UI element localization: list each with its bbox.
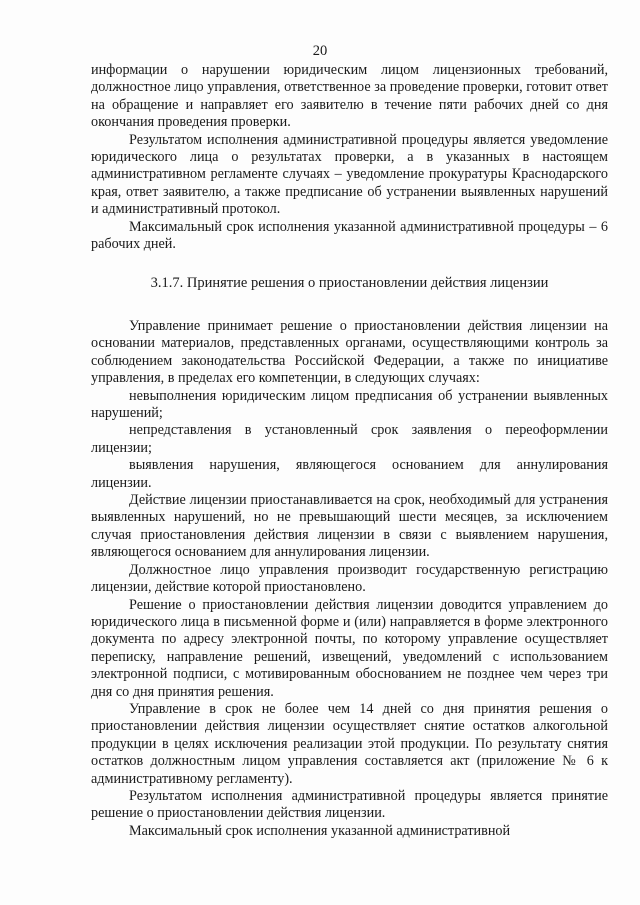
paragraph: информации о нарушении юридическим лицом лицензионных требований, должностное лицо управления, ответственное за проведение проверки, готовит ответ на обращение и направляет его заявителю в течение пяти рабочих дней со дня окончания проведения проверки.: [91, 62, 608, 131]
paragraph: Управление в срок не более чем 14 дней со дня принятия решения о приостановлении действия лицензии осуществляет снятие остатков алкогольной продукции в целях исключения реализации этой продукции. По результату снятия остатков должностным лицом управления составляется акт (приложение № 6 к административному регламенту).: [91, 700, 608, 787]
paragraph: Максимальный срок исполнения указанной административной: [129, 822, 511, 839]
paragraph: Результатом исполнения административной процедуры является уведомление юридического лица о результатах проверки, а в указанных в настоящем административном регламенте случаях – уведомление прокуратуры Краснодарского края, ответ заявителю, а также предписание об устранении выявленных нарушений и административный протокол.: [91, 131, 608, 218]
paragraph: Максимальный срок исполнения указанной административной процедуры – 6 рабочих дней.: [91, 218, 608, 253]
paragraph: Управление принимает решение о приостановлении действия лицензии на основании материалов, представленных органами, осуществляющими контроль за соблюдением законодательства Российской Федерации, а также по инициативе управления, в пределах его компетенции, в следующих случаях:: [91, 318, 608, 387]
list-item: невыполнения юридическим лицом предписания об устранении выявленных нарушений;: [91, 387, 608, 422]
paragraph: Должностное лицо управления производит государственную регистрацию лицензии, действие которой приостановлено.: [91, 561, 608, 596]
section-top: [91, 62, 608, 253]
paragraph: Действие лицензии приостанавливается на срок, необходимый для устранения выявленных нарушений, но не превышающий шести месяцев, за исключением случая приостановления действия лицензии в связи с выявлением нарушения, являющегося основанием для аннулирования лицензии.: [91, 492, 608, 561]
page-number: 20: [312, 43, 328, 59]
list-item: выявления нарушения, являющегося основанием для аннулирования лицензии.: [91, 457, 608, 491]
section-heading: 3.1.7. Принятие решения о приостановлении действия лицензии: [150, 275, 549, 291]
paragraph: Результатом исполнения административной процедуры является принятие решение о приостановлении действия лицензии.: [91, 787, 608, 822]
section-main: [91, 318, 608, 840]
paragraph: Решение о приостановлении действия лицензии доводится управлением до юридического лица в письменной форме и (или) направляется в форме электронного документа по адресу электронной почты, по которому управление осуществляет переписку, направление решений, извещений, уведомлений с использованием электронной подписи, с мотивированным обоснованием не позднее чем через три дня со дня принятия решения.: [91, 596, 608, 700]
list-item: непредставления в установленный срок заявления о переоформлении лицензии;: [91, 422, 608, 456]
